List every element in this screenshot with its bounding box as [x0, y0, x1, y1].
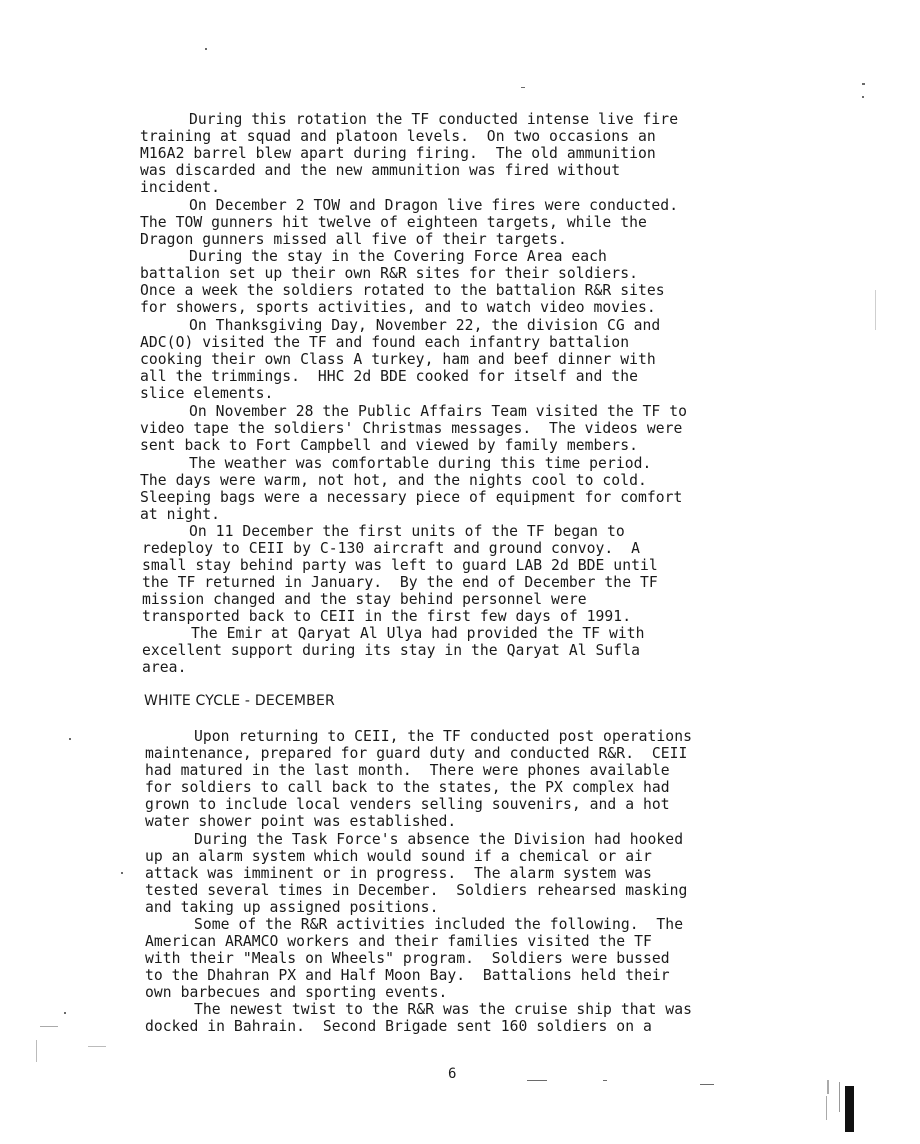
text-line: Once a week the soldiers rotated to the battalion R&R sites [140, 282, 665, 299]
text-line: The TOW gunners hit twelve of eighteen targets, while the [140, 214, 647, 231]
scan-speck [205, 48, 207, 50]
scan-speck [700, 1084, 714, 1085]
scan-speck [64, 1012, 66, 1014]
text-line: Some of the R&R activities included the following. The [194, 916, 684, 933]
text-line: slice elements. [140, 385, 274, 402]
scan-speck [69, 738, 71, 740]
text-line: was discarded and the new ammunition was fired without [140, 162, 621, 179]
text-line: mission changed and the stay behind personnel were [142, 591, 587, 608]
text-line: transported back to CEII in the first few days of 1991. [142, 608, 632, 625]
text-line: video tape the soldiers' Christmas messages. The videos were [140, 420, 683, 437]
text-line: for soldiers to call back to the states, the PX complex had [145, 779, 670, 796]
text-line: Sleeping bags were a necessary piece of equipment for comfort [140, 489, 683, 506]
text-line: The weather was comfortable during this time period. [189, 455, 652, 472]
text-line: redeploy to CEII by C-130 aircraft and ground convoy. A [142, 540, 640, 557]
scan-speck [839, 1082, 840, 1112]
scan-speck [826, 1096, 827, 1120]
scan-speck [875, 290, 876, 330]
text-line: the TF returned in January. By the end of December the TF [142, 574, 658, 591]
text-line: all the trimmings. HHC 2d BDE cooked for itself and the [140, 368, 638, 385]
scan-speck [88, 1046, 106, 1047]
text-line: Upon returning to CEII, the TF conducted post operations [194, 728, 692, 745]
text-line: On December 2 TOW and Dragon live fires were conducted. [189, 197, 679, 214]
section-heading: WHITE CYCLE - DECEMBER [144, 693, 335, 709]
scan-speck [827, 1080, 829, 1094]
text-line: battalion set up their own R&R sites for their soldiers. [140, 265, 638, 282]
text-line: sent back to Fort Campbell and viewed by family members. [140, 437, 638, 454]
text-line: The newest twist to the R&R was the cruise ship that was [194, 1001, 692, 1018]
text-line: had matured in the last month. There were phones available [145, 762, 670, 779]
text-line: During the stay in the Covering Force Area each [189, 248, 607, 265]
text-line: area. [142, 659, 187, 676]
text-line: training at squad and platoon levels. On two occasions an [140, 128, 656, 145]
text-line: Dragon gunners missed all five of their targets. [140, 231, 567, 248]
scan-speck [862, 83, 865, 85]
text-line: The days were warm, not hot, and the nights cool to cold. [140, 472, 647, 489]
text-line: docked in Bahrain. Second Brigade sent 160 soldiers on a [145, 1018, 652, 1035]
text-line: and taking up assigned positions. [145, 899, 439, 916]
text-line: American ARAMCO workers and their families visited the TF [145, 933, 652, 950]
text-line: small stay behind party was left to guard LAB 2d BDE until [142, 557, 658, 574]
text-line: On Thanksgiving Day, November 22, the division CG and [189, 317, 661, 334]
text-line: for showers, sports activities, and to watch video movies. [140, 299, 656, 316]
text-line: On November 28 the Public Affairs Team visited the TF to [189, 403, 687, 420]
text-line: ADC(O) visited the TF and found each infantry battalion [140, 334, 630, 351]
text-line: The Emir at Qaryat Al Ulya had provided the TF with [191, 625, 645, 642]
text-line: incident. [140, 179, 221, 196]
scan-speck [603, 1080, 607, 1081]
text-line: M16A2 barrel blew apart during firing. The old ammunition [140, 145, 656, 162]
text-line: to the Dhahran PX and Half Moon Bay. Battalions held their [145, 967, 670, 984]
scan-bar [845, 1086, 854, 1132]
text-line: On 11 December the first units of the TF began to [189, 523, 625, 540]
text-line: During the Task Force's absence the Division had hooked [194, 831, 684, 848]
scan-speck [121, 872, 123, 874]
text-line: grown to include local venders selling souvenirs, and a hot [145, 796, 670, 813]
text-line: maintenance, prepared for guard duty and conducted R&R. CEII [145, 745, 688, 762]
page-number: 6 [448, 1066, 457, 1082]
text-line: own barbecues and sporting events. [145, 984, 448, 1001]
scan-speck [521, 87, 525, 88]
scan-speck [36, 1040, 37, 1062]
text-line: cooking their own Class A turkey, ham and beef dinner with [140, 351, 656, 368]
text-line: tested several times in December. Soldiers rehearsed masking [145, 882, 688, 899]
text-line: up an alarm system which would sound if a chemical or air [145, 848, 652, 865]
scan-speck [862, 96, 864, 98]
text-line: water shower point was established. [145, 813, 457, 830]
text-line: excellent support during its stay in the Qaryat Al Sufla [142, 642, 640, 659]
text-line: During this rotation the TF conducted intense live fire [189, 111, 679, 128]
scan-speck [40, 1026, 58, 1027]
text-line: attack was imminent or in progress. The alarm system was [145, 865, 652, 882]
text-line: at night. [140, 506, 221, 523]
text-line: with their "Meals on Wheels" program. Soldiers were bussed [145, 950, 670, 967]
scan-speck [527, 1080, 547, 1081]
